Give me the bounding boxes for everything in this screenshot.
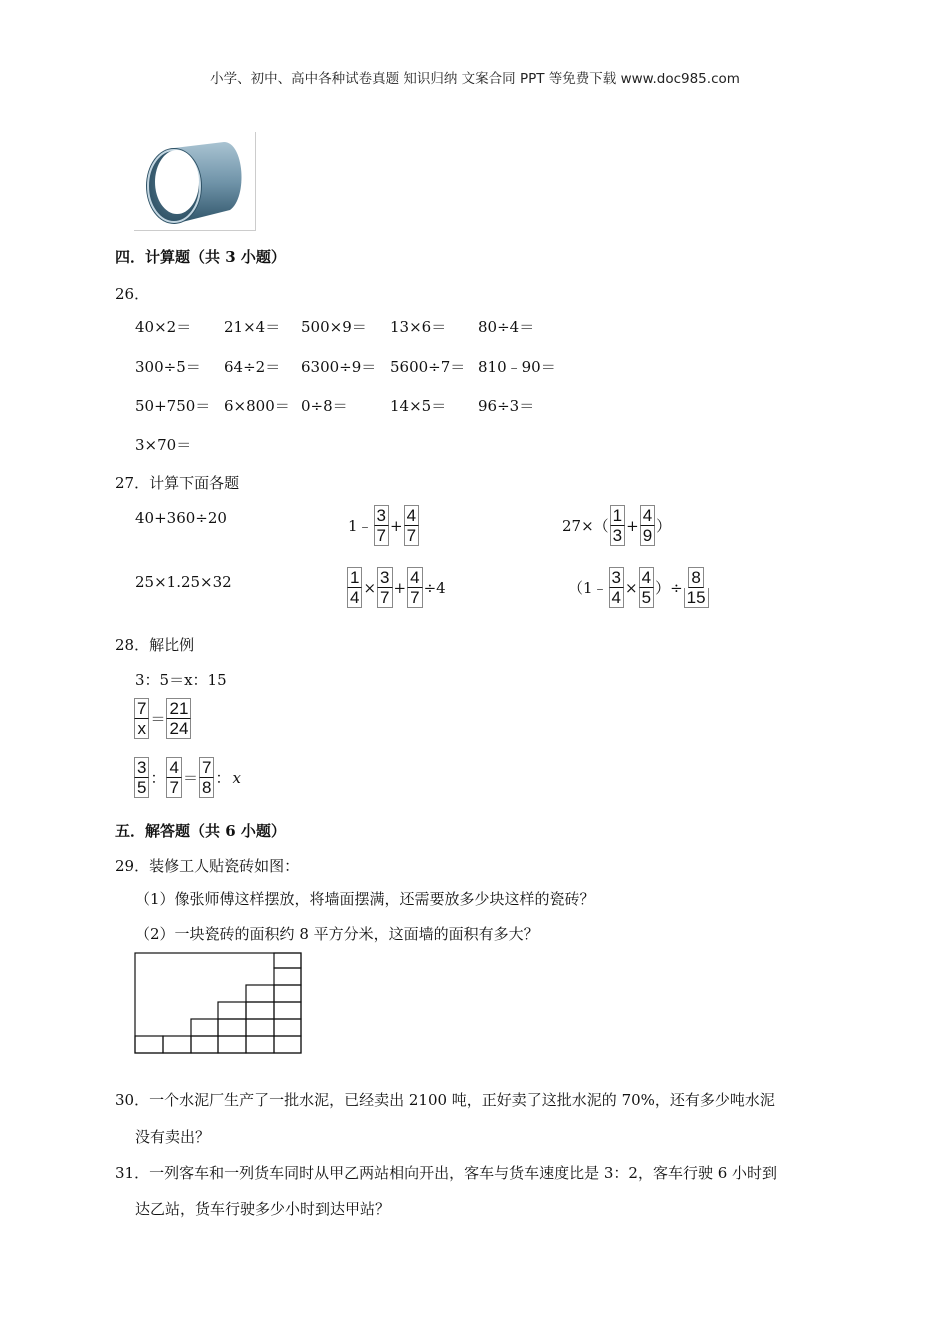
q29-sub-2: （2）一块瓷砖的面积约 8 平方分米，这面墙的面积有多大？ xyxy=(135,925,539,943)
cylinder-figure xyxy=(134,132,256,231)
tile xyxy=(246,1019,274,1036)
section-5-title: 五．解答题（共 6 小题） xyxy=(115,822,286,840)
operator: + xyxy=(390,516,403,535)
tile xyxy=(246,1002,274,1019)
tile xyxy=(191,1036,218,1053)
fraction: $\frac{7}{8}$ xyxy=(199,757,214,798)
fraction: $\frac{3}{4}$ xyxy=(609,567,624,608)
fraction: $\frac{21}{24}$ xyxy=(166,698,191,739)
fraction: $\frac{4}{7}$ xyxy=(407,567,422,608)
fraction: $\frac{8}{15}$ xyxy=(684,567,709,608)
calc-item: 810﹣90＝ xyxy=(478,358,556,376)
tile xyxy=(246,985,274,1002)
q30-line-2: 没有卖出？ xyxy=(135,1128,211,1146)
q27-expr-3 xyxy=(561,505,672,546)
tile xyxy=(218,1036,246,1053)
q28-proportion-2 xyxy=(134,698,191,739)
tile xyxy=(246,1036,274,1053)
fraction: $\frac{3}{7}$ xyxy=(377,567,392,608)
suffix: ÷4 xyxy=(423,578,446,597)
equals: ＝ xyxy=(150,710,166,728)
calc-item: 3×70＝ xyxy=(135,436,192,454)
fraction: $\frac{3}{7}$ xyxy=(374,505,389,546)
tile xyxy=(274,953,301,968)
calc-item: 40×2＝ xyxy=(135,318,192,336)
q26-number: 26． xyxy=(115,285,150,303)
variable-x: x xyxy=(232,768,241,787)
equals: ＝ xyxy=(182,769,198,787)
page-header: 小学、初中、高中各种试卷真题 知识归纳 文案合同 PPT 等免费下载 www.doc985.com xyxy=(210,71,740,87)
q30-line-1: 30．一个水泥厂生产了一批水泥，已经卖出 2100 吨，正好卖了这批水泥的 70%，还有多少吨水泥 xyxy=(115,1091,775,1109)
calc-item: 14×5＝ xyxy=(390,397,447,415)
calc-item: 6×800＝ xyxy=(224,397,290,415)
tile xyxy=(218,1019,246,1036)
mid: ）÷ xyxy=(655,579,683,597)
tile xyxy=(274,985,301,1002)
fraction: $\frac{4}{7}$ xyxy=(404,505,419,546)
tile-wall-diagram xyxy=(134,952,304,1056)
q27-expr-1: 40+360÷20 xyxy=(135,509,227,527)
fraction: $\frac{7}{x}$ xyxy=(134,698,149,739)
tile xyxy=(135,1036,163,1053)
q27-expr-5 xyxy=(347,567,447,608)
prefix: 1﹣ xyxy=(348,517,373,535)
tile xyxy=(274,968,301,985)
q29-title: 29．装修工人贴瓷砖如图： xyxy=(115,857,300,875)
calc-item: 80÷4＝ xyxy=(478,318,535,336)
calc-item: 5600÷7＝ xyxy=(390,358,466,376)
q27-expr-2 xyxy=(347,505,419,546)
colon: ： xyxy=(150,769,166,787)
q28-proportion-3 xyxy=(134,757,242,798)
prefix: （1﹣ xyxy=(568,579,608,597)
calc-item: 500×9＝ xyxy=(301,318,367,336)
operator: × xyxy=(363,578,377,597)
calc-item: 13×6＝ xyxy=(390,318,447,336)
fraction: $\frac{1}{4}$ xyxy=(347,567,362,608)
tile xyxy=(218,1002,246,1019)
tile xyxy=(274,1002,301,1019)
fraction: $\frac{4}{7}$ xyxy=(166,757,181,798)
fraction: $\frac{3}{5}$ xyxy=(134,757,149,798)
q31-line-1: 31．一列客车和一列货车同时从甲乙两站相向开出，客车与货车速度比是 3：2，客车行驶 6 小时到 xyxy=(115,1164,778,1182)
operator: + xyxy=(626,516,639,535)
calc-item: 0÷8＝ xyxy=(301,397,348,415)
tile xyxy=(274,1036,301,1053)
tile-wall-figure xyxy=(134,952,304,1060)
q28-title: 28．解比例 xyxy=(115,636,195,654)
suffix: ） xyxy=(656,517,672,535)
q27-title: 27．计算下面各题 xyxy=(115,474,240,492)
calc-item: 300÷5＝ xyxy=(135,358,201,376)
q28-proportion-1: 3：5＝x：15 xyxy=(135,671,227,689)
calc-item: 64÷2＝ xyxy=(224,358,281,376)
operator: × xyxy=(625,578,638,597)
q31-line-2: 达乙站，货车行驶多少小时到达甲站？ xyxy=(135,1200,391,1218)
q29-sub-1: （1）像张师傅这样摆放，将墙面摆满，还需要放多少块这样的瓷砖？ xyxy=(135,890,595,908)
tile xyxy=(191,1019,218,1036)
tile xyxy=(274,1019,301,1036)
calc-item: 6300÷9＝ xyxy=(301,358,377,376)
q27-expr-4: 25×1.25×32 xyxy=(135,573,232,591)
fraction: $\frac{4}{5}$ xyxy=(639,567,654,608)
calc-item: 96÷3＝ xyxy=(478,397,535,415)
operator: + xyxy=(393,578,407,597)
fraction: $\frac{4}{9}$ xyxy=(640,505,655,546)
prefix: 27×（ xyxy=(562,517,609,535)
section-4-title: 四．计算题（共 3 小题） xyxy=(115,248,286,266)
colon: ： xyxy=(215,769,231,787)
q27-expr-6 xyxy=(567,567,709,608)
calc-item: 50+750＝ xyxy=(135,397,211,415)
hollow-cylinder-tube-icon xyxy=(134,132,255,230)
calc-item: 21×4＝ xyxy=(224,318,281,336)
tile xyxy=(163,1036,191,1053)
fraction: $\frac{1}{3}$ xyxy=(610,505,625,546)
